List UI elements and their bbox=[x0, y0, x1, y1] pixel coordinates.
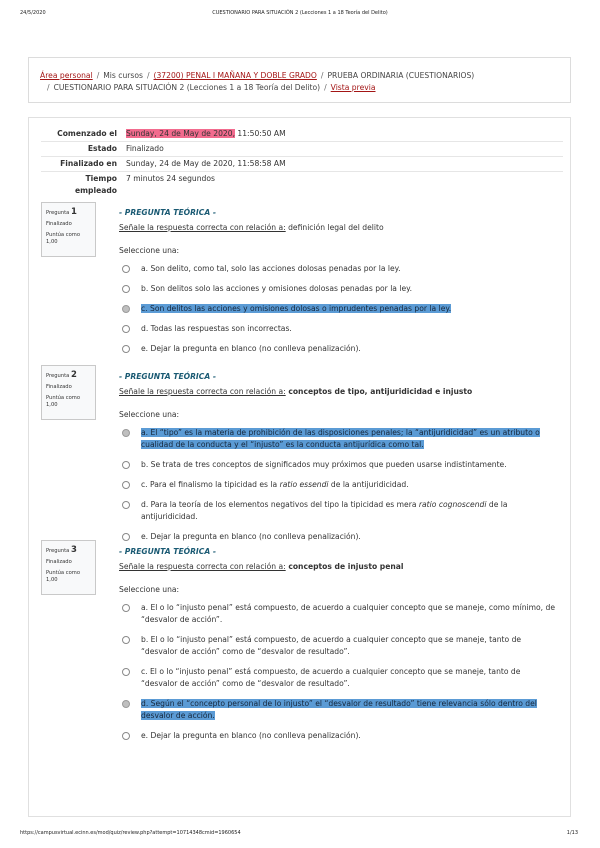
question-topic: definición legal del delito bbox=[285, 223, 384, 232]
question-number bbox=[46, 207, 91, 217]
option-text: c. Son delitos las acciones y omisiones dolosas o imprudentes penadas por la ley. bbox=[141, 304, 452, 313]
question-state: Finalizado bbox=[46, 221, 72, 227]
question-state: Finalizado bbox=[46, 384, 72, 390]
question-prompt: Señale la respuesta correcta con relación a: bbox=[119, 562, 286, 571]
breadcrumb-preview-link[interactable]: Vista previa bbox=[330, 83, 376, 92]
attempt-summary-table bbox=[41, 127, 563, 198]
question-title: - PREGUNTA TEÓRICA - bbox=[119, 208, 217, 217]
radio-button[interactable] bbox=[122, 604, 130, 612]
question-title: - PREGUNTA TEÓRICA - bbox=[119, 372, 217, 381]
breadcrumb-separator: / bbox=[320, 71, 324, 80]
answer-option-e[interactable] bbox=[119, 730, 559, 742]
answer-option-b[interactable] bbox=[119, 283, 559, 295]
question-prompt: Señale la respuesta correcta con relación a: bbox=[119, 223, 286, 232]
breadcrumb-separator: / bbox=[324, 83, 327, 92]
select-one-label: Seleccione una: bbox=[119, 246, 180, 255]
radio-button[interactable] bbox=[122, 501, 130, 509]
breadcrumb-quiz[interactable]: CUESTIONARIO PARA SITUACIÓN 2 (Lecciones 1 a 18 Teoría del Delito) bbox=[53, 83, 321, 92]
option-italic-term: ratio essendi bbox=[279, 480, 329, 489]
option-text: b. Son delitos solo las acciones y omisiones dolosas penadas por la ley. bbox=[141, 284, 412, 293]
option-text: a. El o lo “injusto penal” está compuesto, de acuerdo a cualquier concepto que se maneje, como mínimo, de “desvalor de acción”. bbox=[141, 603, 555, 624]
breadcrumb-course-link[interactable]: (37200) PENAL I MAÑANA Y DOBLE GRADO bbox=[153, 71, 317, 80]
print-date: 24/5/2020 bbox=[20, 10, 46, 16]
option-text: b. El o lo “injusto penal” está compuesto, de acuerdo a cualquier concepto que se maneje, tanto de “desvalor de acción” como de “desvalor de resultado”. bbox=[141, 635, 522, 656]
answer-option-b[interactable] bbox=[119, 634, 559, 658]
option-text: d. Para la teoría de los elementos negativos del tipo la tipicidad es mera bbox=[141, 500, 419, 509]
breadcrumb bbox=[28, 57, 571, 103]
answer-option-e[interactable] bbox=[119, 531, 559, 543]
question-number-value: 1 bbox=[70, 207, 77, 217]
answer-option-c[interactable] bbox=[119, 303, 559, 315]
print-url: https://campusvirtual.ecinn.es/mod/quiz/review.php?attempt=10714348cmid=1960654 bbox=[20, 830, 241, 836]
radio-button[interactable] bbox=[122, 285, 130, 293]
question-info-2 bbox=[41, 365, 96, 420]
radio-button[interactable] bbox=[122, 668, 130, 676]
radio-button[interactable] bbox=[122, 461, 130, 469]
print-page-number: 1/13 bbox=[566, 830, 578, 836]
state-label: Estado bbox=[87, 144, 117, 153]
radio-button[interactable] bbox=[122, 265, 130, 273]
question-body-2 bbox=[119, 372, 559, 543]
started-value bbox=[122, 127, 286, 141]
time-value: 7 minutos 24 segundos bbox=[126, 174, 215, 183]
question-info-3 bbox=[41, 540, 96, 595]
option-text-end: de la antijuridicidad. bbox=[328, 480, 409, 489]
answer-option-c[interactable] bbox=[119, 479, 559, 491]
question-number-value: 3 bbox=[70, 545, 77, 555]
answer-option-d[interactable] bbox=[119, 499, 559, 523]
option-text: e. Dejar la pregunta en blanco (no conlleva penalización). bbox=[141, 731, 361, 740]
option-text-end: de la antijuridicidad. bbox=[141, 500, 508, 521]
answer-option-d[interactable] bbox=[119, 323, 559, 335]
option-text: b. Se trata de tres conceptos de significados muy próximos que pueden usarse indistintamente. bbox=[141, 460, 507, 469]
radio-button[interactable] bbox=[122, 636, 130, 644]
question-points: Puntúa como 1,00 bbox=[46, 570, 81, 583]
question-title: - PREGUNTA TEÓRICA - bbox=[119, 547, 217, 556]
answer-option-e[interactable] bbox=[119, 343, 559, 355]
question-text bbox=[119, 387, 559, 396]
finished-value: Sunday, 24 de May de 2020, 11:58:58 AM bbox=[126, 159, 286, 168]
option-text: a. El “tipo” es la materia de prohibición de las disposiciones penales; la “antijuridicidad” es un atributo o cualidad de la conducta y el “injusto” es la conducta antijurídica como tal. bbox=[141, 428, 540, 449]
question-number bbox=[46, 370, 91, 380]
select-one-label: Seleccione una: bbox=[119, 410, 180, 419]
summary-row-started bbox=[41, 127, 563, 141]
question-prefix: Pregunta bbox=[46, 210, 70, 216]
radio-button[interactable] bbox=[122, 732, 130, 740]
started-label: Comenzado el bbox=[57, 129, 117, 138]
option-text: d. Según el “concepto personal de lo injusto” el “desvalor de resultado” tiene relevancia sólo dentro del desvalor de acción. bbox=[141, 699, 537, 720]
option-text: a. Son delito, como tal, solo las acciones dolosas penadas por la ley. bbox=[141, 264, 401, 273]
option-text: d. Todas las respuestas son incorrectas. bbox=[141, 324, 292, 333]
breadcrumb-home-link[interactable]: Área personal bbox=[40, 71, 93, 80]
question-number-value: 2 bbox=[70, 370, 77, 380]
summary-row-state bbox=[41, 141, 563, 156]
answer-option-b[interactable] bbox=[119, 459, 559, 471]
question-text bbox=[119, 562, 559, 571]
question-prefix: Pregunta bbox=[46, 548, 70, 554]
answer-option-a[interactable] bbox=[119, 427, 559, 451]
summary-row-time bbox=[41, 171, 563, 198]
question-prompt: Señale la respuesta correcta con relación a: bbox=[119, 387, 286, 396]
breadcrumb-separator: / bbox=[146, 71, 150, 80]
breadcrumb-section[interactable]: PRUEBA ORDINARIA (CUESTIONARIOS) bbox=[327, 71, 475, 80]
radio-button[interactable] bbox=[122, 325, 130, 333]
breadcrumb-separator: / bbox=[47, 83, 50, 92]
question-body-3 bbox=[119, 547, 559, 742]
radio-button[interactable] bbox=[122, 345, 130, 353]
time-label: Tiempo empleado bbox=[74, 174, 117, 195]
quiz-review-panel bbox=[28, 117, 571, 817]
answer-option-a[interactable] bbox=[119, 602, 559, 626]
radio-button-selected[interactable] bbox=[122, 429, 130, 437]
answer-option-a[interactable] bbox=[119, 263, 559, 275]
option-text: c. El o lo “injusto penal” está compuesto, de acuerdo a cualquier concepto que se maneje, tanto de “desvalor de acción” como de “desvalor de resultado”. bbox=[141, 667, 521, 688]
question-topic: conceptos de tipo, antijuridicidad e injusto bbox=[285, 387, 473, 396]
question-points: Puntúa como 1,00 bbox=[46, 395, 81, 408]
finished-label: Finalizado en bbox=[60, 159, 117, 168]
started-date-highlight: Sunday, 24 de May de 2020, bbox=[126, 129, 235, 138]
summary-row-finished bbox=[41, 156, 563, 171]
question-points: Puntúa como 1,00 bbox=[46, 232, 81, 245]
question-topic: conceptos de injusto penal bbox=[285, 562, 404, 571]
option-italic-term: ratio cognoscendi bbox=[418, 500, 487, 509]
question-body-1 bbox=[119, 208, 559, 355]
state-value: Finalizado bbox=[126, 144, 164, 153]
breadcrumb-my-courses[interactable]: Mis cursos bbox=[103, 71, 143, 80]
breadcrumb-line-2 bbox=[43, 83, 376, 92]
breadcrumb-line-1 bbox=[40, 71, 474, 80]
radio-button-selected[interactable] bbox=[122, 305, 130, 313]
answer-option-c[interactable] bbox=[119, 666, 559, 690]
started-time: 11:50:50 AM bbox=[234, 129, 286, 138]
breadcrumb-separator: / bbox=[96, 71, 100, 80]
option-text: e. Dejar la pregunta en blanco (no conlleva penalización). bbox=[141, 532, 361, 541]
question-number bbox=[46, 545, 91, 555]
select-one-label: Seleccione una: bbox=[119, 585, 180, 594]
radio-button-selected[interactable] bbox=[122, 700, 130, 708]
answer-option-d[interactable] bbox=[119, 698, 559, 722]
option-text: c. Para el finalismo la tipicidad es la bbox=[141, 480, 280, 489]
question-state: Finalizado bbox=[46, 559, 72, 565]
option-text: e. Dejar la pregunta en blanco (no conlleva penalización). bbox=[141, 344, 361, 353]
radio-button[interactable] bbox=[122, 481, 130, 489]
question-text bbox=[119, 223, 559, 232]
question-prefix: Pregunta bbox=[46, 373, 70, 379]
question-info-1 bbox=[41, 202, 96, 257]
print-title: CUESTIONARIO PARA SITUACIÓN 2 (Lecciones 1 a 18 Teoría del Delito) bbox=[212, 10, 388, 16]
radio-button[interactable] bbox=[122, 533, 130, 541]
